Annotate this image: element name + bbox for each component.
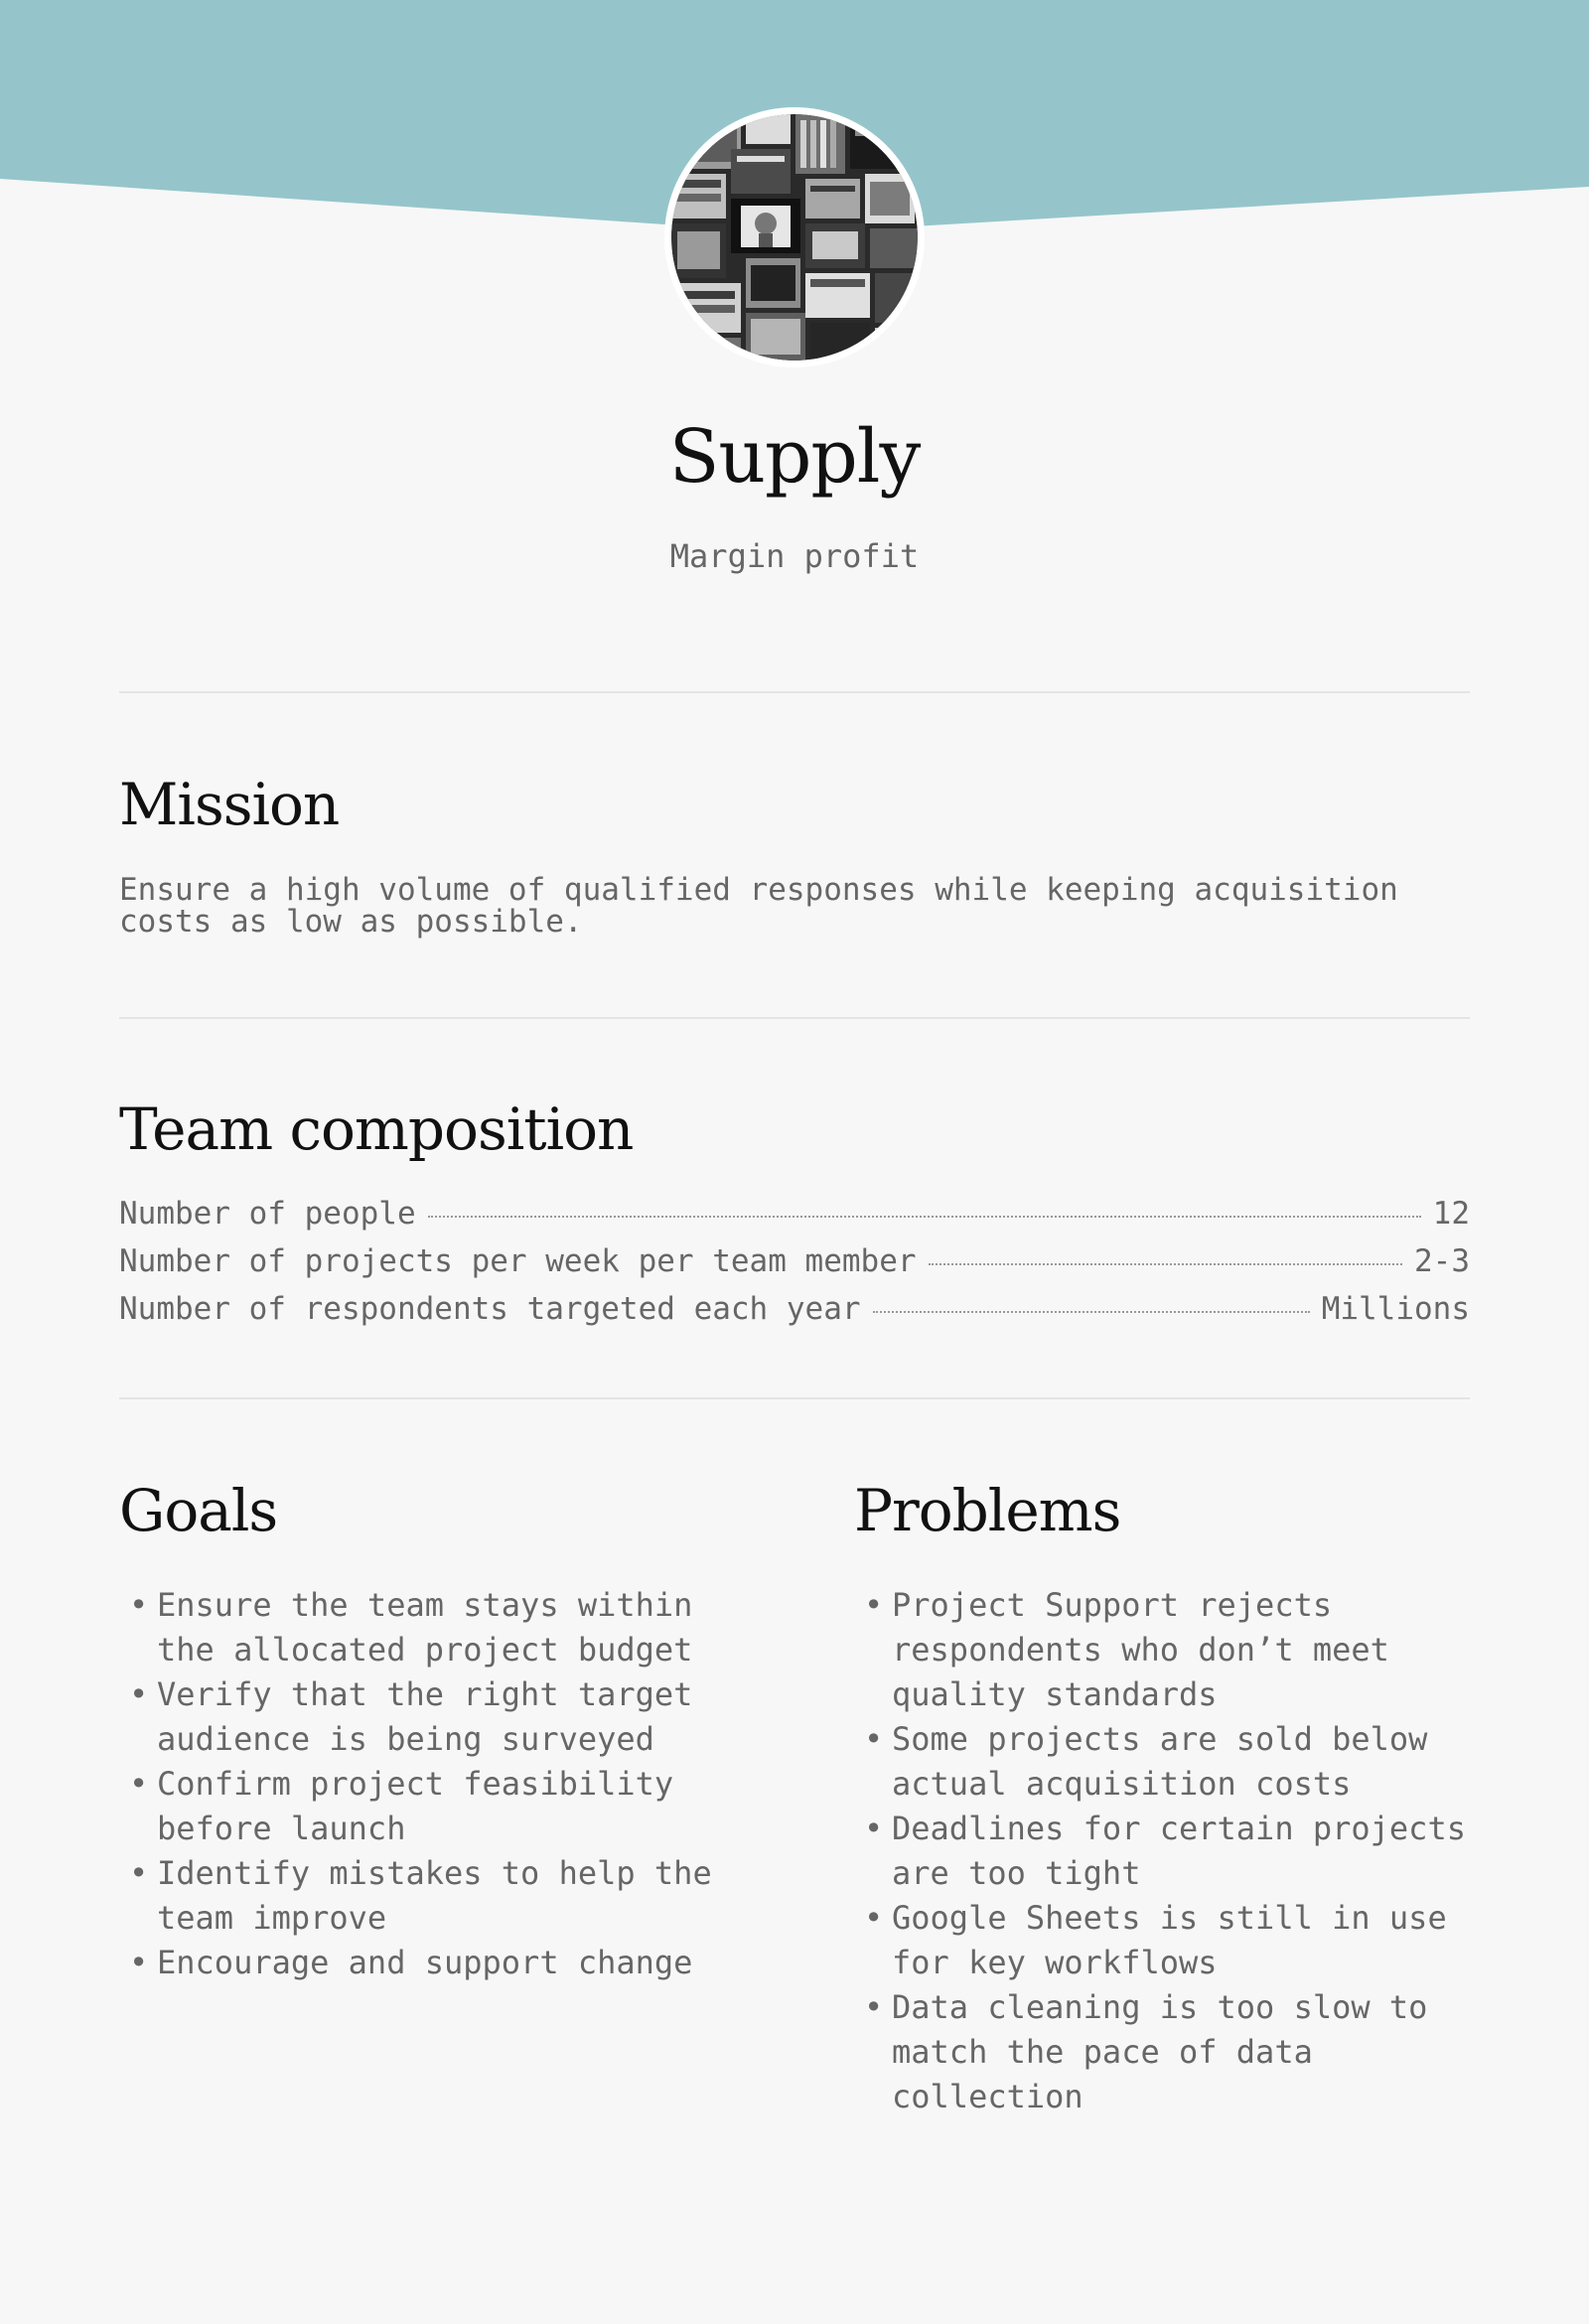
- stat-label: Number of respondents targeted each year: [119, 1291, 861, 1327]
- list-item: • Google Sheets is still in use for key workflows: [854, 1896, 1475, 1985]
- page-subtitle: Margin profit: [669, 537, 920, 575]
- stat-value: 2-3: [1414, 1243, 1470, 1279]
- list-item: • Some projects are sold below actual acquisition costs: [854, 1717, 1475, 1807]
- list-item: • Project Support rejects respondents who don’t meet quality standards: [854, 1583, 1475, 1717]
- list-item: • Confirm project feasibility before launch: [119, 1762, 735, 1851]
- divider: [119, 691, 1470, 693]
- team-stats-list: [119, 1190, 1470, 1333]
- mission-text: Ensure a high volume of qualified responses while keeping acquisition costs as low as possible.: [119, 872, 1398, 940]
- stat-label: Number of people: [119, 1196, 416, 1232]
- stat-value: 12: [1432, 1196, 1470, 1232]
- divider: [119, 1017, 1470, 1019]
- problems-list: [854, 1583, 1475, 2119]
- stat-row: [119, 1190, 1470, 1237]
- stacked-radios-photo-icon: [671, 114, 918, 361]
- stat-row: [119, 1285, 1470, 1333]
- divider: [119, 1397, 1470, 1399]
- page-title: Supply: [668, 414, 921, 500]
- goals-heading: Goals: [119, 1477, 278, 1544]
- stat-row: [119, 1237, 1470, 1285]
- dot-leader: [929, 1263, 1402, 1265]
- avatar: [664, 107, 925, 367]
- list-item: • Ensure the team stays within the allocated project budget: [119, 1583, 735, 1672]
- team-heading: Team composition: [119, 1095, 634, 1163]
- dot-leader: [428, 1216, 1421, 1218]
- problems-heading: Problems: [854, 1477, 1121, 1544]
- list-item: • Identify mistakes to help the team improve: [119, 1851, 735, 1941]
- list-item: • Deadlines for certain projects are too tight: [854, 1807, 1475, 1896]
- list-item: • Encourage and support change: [119, 1941, 735, 1985]
- stat-label: Number of projects per week per team member: [119, 1243, 917, 1279]
- dot-leader: [873, 1311, 1310, 1313]
- stat-value: Millions: [1321, 1291, 1470, 1327]
- goals-list: [119, 1583, 735, 1985]
- list-item: • Data cleaning is too slow to match the pace of data collection: [854, 1985, 1475, 2119]
- list-item: • Verify that the right target audience is being surveyed: [119, 1672, 735, 1762]
- mission-heading: Mission: [119, 771, 340, 838]
